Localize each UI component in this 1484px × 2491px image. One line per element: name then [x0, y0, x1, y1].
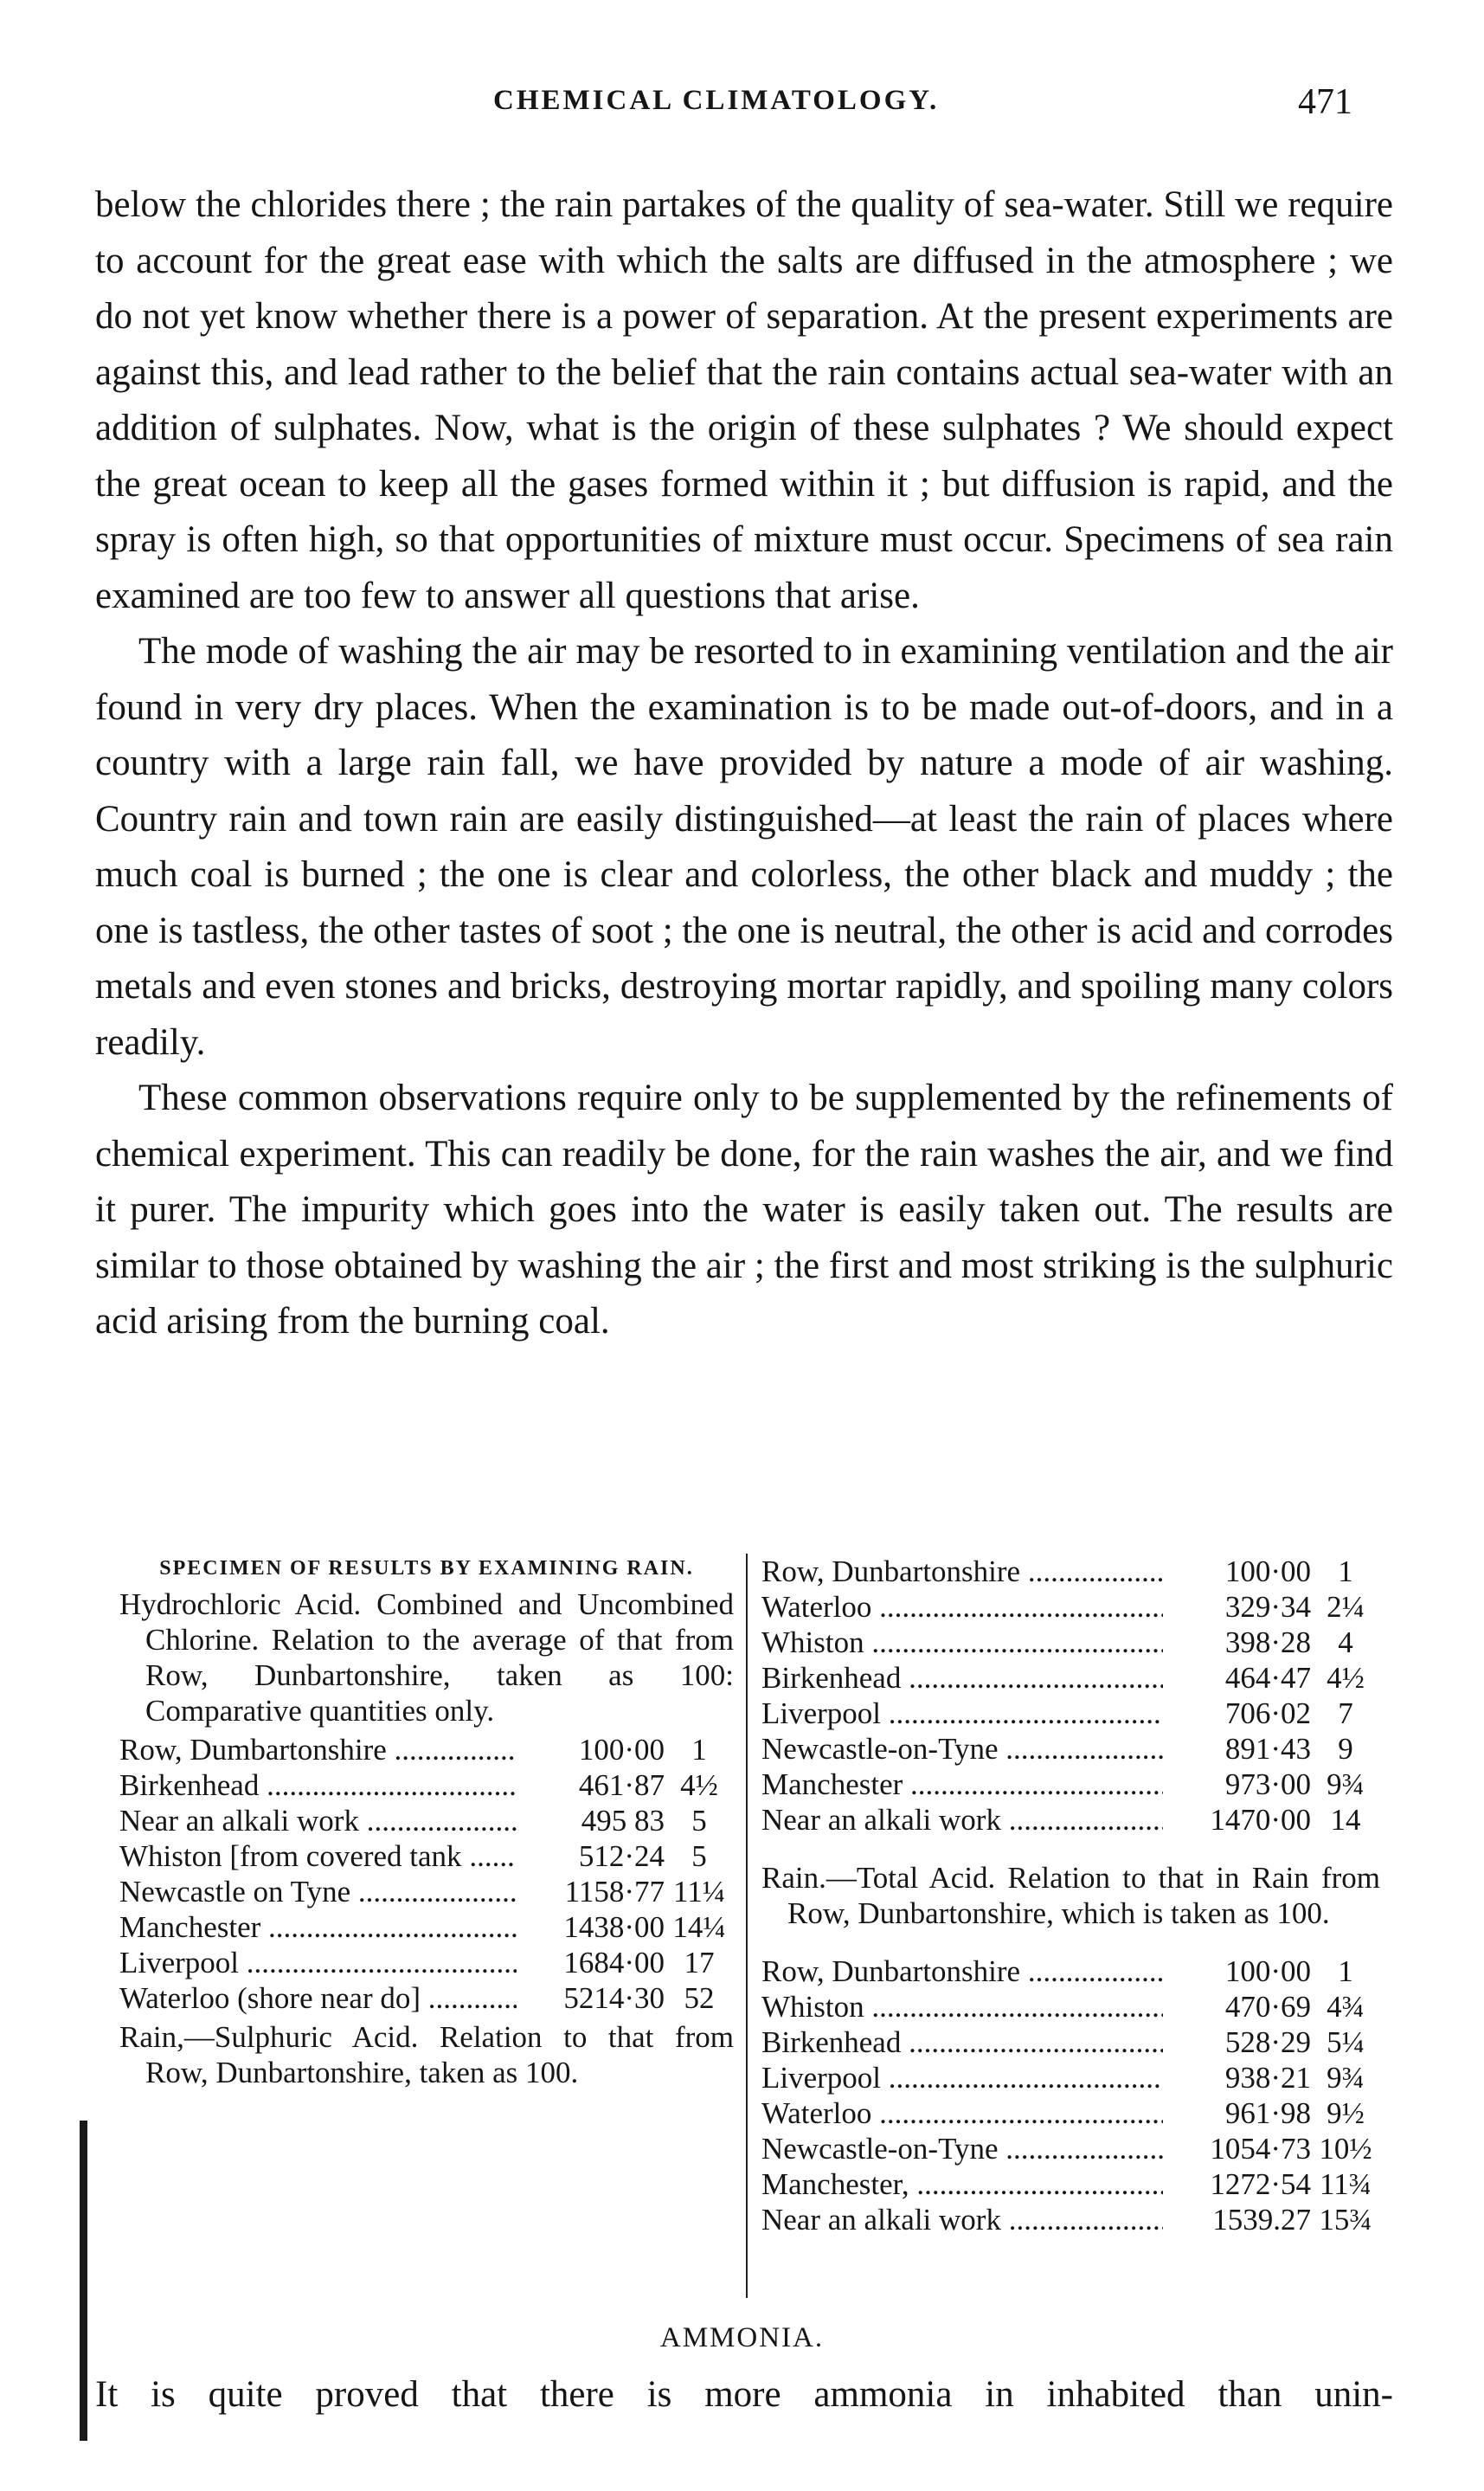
place-cell: Newcastle on Tyne .....: [119, 1874, 517, 1909]
table-row: [761, 2166, 1380, 2202]
place-cell: Whiston [from covered tank .....: [119, 1838, 517, 1874]
table-row: [761, 1802, 1380, 1838]
value-cell: 1438·00: [563, 1910, 665, 1944]
paragraph: The mode of washing the air may be resorted to in examining ventilation and the air found in very dry places. When the examination is to be made out-of-doors, and in a country with a large rain fall, we have provided by nature a mode of air washing. Country rain and town rain are easily distinguished—at least the rain of places where much coal is burned ; the one is clear and colorless, the other black and muddy ; the one is tastless, the other tastes of soot ; the one is neutral, the other is acid and corrodes metals and even stones and bricks, destroying mortar rapidly, and spoiling many colors readily.: [95, 631, 1393, 1063]
value-cell: 938·21: [1224, 2061, 1311, 2095]
table-title: SPECIMEN OF RESULTS BY EXAMINING RAIN.: [159, 1557, 694, 1580]
rank-cell: 1: [1338, 1554, 1353, 1588]
paragraph: below the chlorides there ; the rain partakes of the quality of sea-water. Still we require to account for the great ease with which the salts are diffused in the atmosphere ; we do not yet know whether there is a power of separation. At the present experiments are against this, and lead rather to the belief that the rain contains actual sea-water with an addition of sulphates. Now, what is the origin of these sulphates ? We should expect the great ocean to keep all the gases formed within it ; but diffusion is rapid, and the spray is often high, so that opportunities of mixture must occur. Specimens of sea rain examined are too few to answer all questions that arise.: [95, 184, 1393, 616]
body-text: [95, 177, 1393, 1350]
table-description: Rain,—Sulphuric Acid. Relation to that from Row, Dunbartonshire, taken as 100.: [119, 2020, 734, 2089]
place-cell: Waterloo .....: [761, 2095, 1163, 2131]
table-row: [761, 1954, 1380, 1989]
table-row: [761, 1625, 1380, 1660]
table-row: [119, 1909, 734, 1945]
table-row: [761, 2060, 1380, 2095]
place-cell: Birkenhead .....: [119, 1767, 517, 1803]
page-header: [0, 82, 1484, 128]
place-cell: Manchester .....: [761, 1767, 1163, 1802]
value-cell: 512·24: [578, 1839, 665, 1873]
table-row: [119, 1767, 734, 1803]
rank-cell: 7: [1338, 1696, 1353, 1730]
spacer: [761, 1838, 1380, 1857]
rank-cell: 1: [1338, 1954, 1353, 1988]
value-cell: 100·00: [578, 1733, 665, 1767]
place-cell: Liverpool .....: [119, 1945, 517, 1980]
rank-cell: 14: [1330, 1803, 1361, 1837]
rank-cell: 5: [691, 1804, 707, 1838]
table-row: [761, 1589, 1380, 1625]
rank-cell: 9: [1338, 1732, 1353, 1766]
rank-cell: 5: [691, 1839, 707, 1873]
table-row: [119, 1838, 734, 1874]
table-row: [761, 1660, 1380, 1696]
value-cell: 461·87: [578, 1768, 665, 1802]
rank-cell: 2¼: [1327, 1590, 1365, 1624]
value-cell: 1272·54: [1210, 2167, 1311, 2201]
place-cell: Manchester, .....: [761, 2166, 1163, 2202]
place-cell: Liverpool .....: [761, 1696, 1163, 1731]
table-row: [119, 1874, 734, 1909]
value-cell: 1054·73: [1210, 2132, 1311, 2166]
place-cell: Near an alkali work .....: [761, 1802, 1163, 1838]
table-row: [761, 1696, 1380, 1731]
rank-cell: 4: [1338, 1625, 1353, 1659]
place-cell: Row, Dunbartonshire .....: [761, 1954, 1163, 1989]
rank-cell: 15¾: [1319, 2203, 1372, 2237]
place-cell: Manchester .....: [119, 1909, 517, 1945]
value-cell: 706·02: [1224, 1696, 1311, 1730]
table-row: [761, 1731, 1380, 1767]
place-cell: Whiston .....: [761, 1989, 1163, 2024]
specimen-tables: [0, 1554, 1484, 2315]
table-row: [761, 1767, 1380, 1802]
rank-cell: 4½: [680, 1768, 718, 1802]
rank-cell: 14¼: [672, 1910, 726, 1944]
table-row: [761, 2131, 1380, 2166]
paragraph-start: It is quite proved that there is more ammonia in inhabited than unin-: [95, 2374, 1393, 2415]
section-heading: AMMONIA.: [659, 2322, 825, 2353]
table-row: [119, 1980, 734, 2016]
rank-cell: 52: [684, 1981, 715, 2015]
place-cell: Waterloo (shore near do] .....: [119, 1980, 517, 2016]
rank-cell: 11¾: [1320, 2167, 1372, 2201]
rank-cell: 9¾: [1327, 2061, 1365, 2095]
table-row: [761, 2024, 1380, 2060]
rank-cell: 9¾: [1327, 1767, 1365, 1801]
value-cell: 470·69: [1224, 1990, 1311, 2024]
place-cell: Waterloo .....: [761, 1589, 1163, 1625]
hydrochloric-rows: [119, 1732, 734, 2016]
running-title: CHEMICAL CLIMATOLOGY.: [493, 85, 940, 116]
value-cell: 1158·77: [564, 1875, 665, 1908]
place-cell: Row, Dunbartonshire .....: [761, 1554, 1163, 1589]
table-row: [119, 1803, 734, 1838]
table-row: [761, 1554, 1380, 1589]
place-cell: Newcastle-on-Tyne .....: [761, 2131, 1163, 2166]
place-cell: Near an alkali work .....: [761, 2202, 1163, 2237]
value-cell: 100·00: [1224, 1554, 1311, 1588]
rank-cell: 11¼: [673, 1875, 725, 1908]
table-description: Rain.—Total Acid. Relation to that in Rain from Row, Dunbartonshire, which is taken as 100.: [761, 1861, 1380, 1930]
value-cell: 398·28: [1224, 1625, 1311, 1659]
table-column-left: [119, 1554, 734, 2094]
value-cell: 464·47: [1224, 1661, 1311, 1695]
value-cell: 961·98: [1224, 2096, 1311, 2130]
value-cell: 891·43: [1224, 1732, 1311, 1766]
place-cell: Birkenhead .....: [761, 2024, 1163, 2060]
table-row: [119, 1945, 734, 1980]
value-cell: 528·29: [1224, 2025, 1311, 2059]
value-cell: 100·00: [1224, 1954, 1311, 1988]
table-row: [761, 1989, 1380, 2024]
place-cell: Newcastle-on-Tyne .....: [761, 1731, 1163, 1767]
value-cell: 973·00: [1224, 1767, 1311, 1801]
place-cell: Whiston .....: [761, 1625, 1163, 1660]
place-cell: Liverpool .....: [761, 2060, 1163, 2095]
place-cell: Near an alkali work .....: [119, 1803, 517, 1838]
value-cell: 1684·00: [563, 1946, 665, 1979]
value-cell: 1470·00: [1210, 1803, 1311, 1837]
column-divider: [746, 1554, 748, 2298]
table-row: [761, 2095, 1380, 2131]
rank-cell: 4¾: [1327, 1990, 1365, 2024]
place-cell: Row, Dumbartonshire .....: [119, 1732, 517, 1767]
value-cell: 1539.27: [1212, 2203, 1311, 2237]
value-cell: 5214·30: [563, 1981, 665, 2015]
margin-mark: [80, 2121, 87, 2441]
total-acid-rows: [761, 1954, 1380, 2237]
sulphuric-rows: [761, 1554, 1380, 1838]
page-number: 471: [1298, 82, 1352, 122]
rank-cell: 1: [691, 1733, 707, 1767]
place-cell: Birkenhead .....: [761, 1660, 1163, 1696]
table-description: Hydrochloric Acid. Combined and Uncombined Chlorine. Relation to the average of that from Row, Dunbartonshire, taken as 100: Comparative quantities only.: [119, 1587, 734, 1728]
rank-cell: 5¼: [1327, 2025, 1365, 2059]
table-row: [119, 1732, 734, 1767]
value-cell: 329·34: [1224, 1590, 1311, 1624]
table-row: [761, 2202, 1380, 2237]
rank-cell: 10½: [1319, 2132, 1372, 2166]
rank-cell: 17: [684, 1946, 715, 1979]
rank-cell: 4½: [1327, 1661, 1365, 1695]
table-column-right: [761, 1554, 1380, 2237]
value-cell: 495 83: [581, 1804, 665, 1838]
spacer: [761, 1934, 1380, 1954]
rank-cell: 9½: [1327, 2096, 1365, 2130]
paragraph: These common observations require only to be supplemented by the refinements of chemical experiment. This can readily be done, for the rain washes the air, and we find it purer. The impurity which goes into the water is easily taken out. The results are similar to those obtained by washing the air ; the first and most striking is the sulphuric acid arising from the burning coal.: [95, 1078, 1394, 1342]
